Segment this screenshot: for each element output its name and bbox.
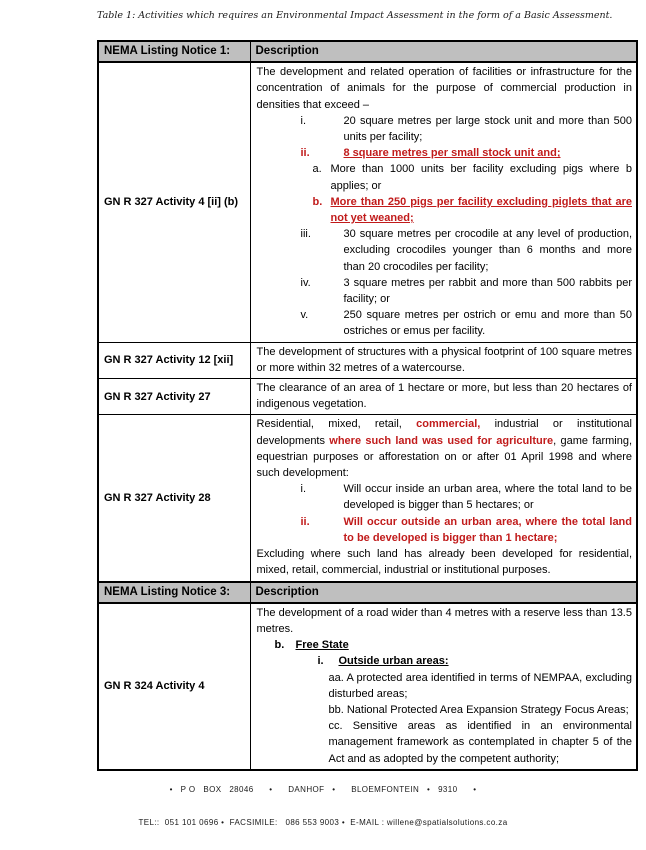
list-text: 20 square metres per large stock unit and more than 500 units per facility; bbox=[343, 114, 632, 144]
list-text: Will occur inside an urban area, where the total land to be developed is bigger than 5 hectares; or bbox=[343, 483, 632, 512]
list-item-v bbox=[257, 307, 633, 339]
description-paragraph: The development of a road wider than 4 metres with a reserve less than 13.5 metres. bbox=[256, 606, 632, 635]
list-text: 8 square metres per small stock unit and; bbox=[343, 147, 561, 160]
description-paragraph: Excluding where such land has already been developed for residential, mixed, retail, commercial, industrial or institutional purposes. bbox=[256, 548, 632, 577]
table-row-activity4 bbox=[98, 62, 637, 342]
header-cell-notice3: NEMA Listing Notice 3: bbox=[98, 582, 250, 603]
activity12-description bbox=[250, 342, 637, 378]
list-item-iii bbox=[257, 226, 633, 275]
highlighted-text: where such land was used for agriculture bbox=[329, 434, 554, 447]
activity27-label: GN R 327 Activity 27 bbox=[98, 379, 250, 415]
footer-contact-line: TEL:: 051 101 0696 • FACSIMILE: 086 553 9003 • E-MAIL : willene@spatialsolutions.co.za bbox=[138, 818, 508, 827]
gnr324-activity4-description bbox=[250, 603, 637, 770]
list-text: 3 square metres per rabbit and more than 500 rabbits per facility; or bbox=[343, 276, 632, 306]
list-number: i. bbox=[300, 483, 306, 496]
header-cell-notice1: NEMA Listing Notice 1: bbox=[98, 41, 250, 62]
list-item-i bbox=[257, 481, 633, 513]
page-footer bbox=[0, 762, 646, 850]
list-item-b bbox=[257, 194, 633, 226]
list-number: i. bbox=[317, 655, 324, 668]
list-text: Outside urban areas: bbox=[338, 655, 449, 668]
header-cell-description1: Description bbox=[250, 41, 637, 62]
table-caption: Table 1: Activities which requires an Environmental Impact Assessment in the form of a Basic Assessment. bbox=[97, 10, 613, 21]
list-number: i. bbox=[300, 114, 306, 127]
activity27-description bbox=[250, 379, 637, 415]
header-row-notice3 bbox=[98, 582, 637, 603]
activity12-label: GN R 327 Activity 12 [xii] bbox=[98, 342, 250, 378]
header-cell-description3: Description bbox=[250, 582, 637, 603]
text-segment: industrial or institutional developments bbox=[256, 418, 632, 447]
activity4-label: GN R 327 Activity 4 [ii] (b) bbox=[98, 62, 250, 342]
list-number: iii. bbox=[300, 228, 311, 241]
list-item-ii bbox=[257, 514, 633, 546]
list-text: More than 250 pigs per facility excluding piglets that are not yet weaned; bbox=[330, 195, 632, 225]
activity4-description bbox=[250, 62, 637, 342]
description-paragraph: The development and related operation of facilities or infrastructure for the concentration of animals for the purpose of commercial production in densities that exceed – bbox=[256, 66, 632, 111]
list-number: ii. bbox=[300, 515, 310, 528]
highlighted-text: commercial, bbox=[416, 418, 481, 431]
activity28-description bbox=[250, 415, 637, 582]
list-item-b bbox=[257, 637, 633, 653]
list-text: 30 square metres per crocodile at any level of production, excluding crocodiles younger than 6 months and more than 20 crocodiles per facility; bbox=[343, 228, 632, 273]
table-row-activity4-gnr324 bbox=[98, 603, 637, 770]
list-item-i bbox=[257, 653, 633, 669]
list-text: Free State bbox=[295, 639, 349, 652]
table-row-activity28 bbox=[98, 415, 637, 582]
list-number: v. bbox=[300, 309, 309, 322]
header-row-notice1 bbox=[98, 41, 637, 62]
list-item-ii bbox=[257, 145, 633, 161]
text-segment: Residential, mixed, retail, bbox=[256, 418, 417, 431]
list-item-iv bbox=[257, 275, 633, 307]
list-number: a. bbox=[312, 163, 322, 176]
sub-item-aa: aa. A protected area identified in terms of NEMPAA, excluding disturbed areas; bbox=[328, 671, 632, 700]
description-paragraph: The clearance of an area of 1 hectare or more, but less than 20 hectares of indigenous vegetation. bbox=[256, 382, 632, 411]
list-text: More than 1000 units ber facility excluding pigs where b applies; or bbox=[330, 163, 632, 192]
list-item-i bbox=[257, 113, 633, 145]
gnr324-activity4-label: GN R 324 Activity 4 bbox=[98, 603, 250, 770]
sub-item-bb: bb. National Protected Area Expansion Strategy Focus Areas; bbox=[328, 703, 629, 716]
description-paragraph bbox=[257, 416, 633, 481]
list-number: iv. bbox=[300, 276, 311, 289]
list-number: b. bbox=[274, 639, 285, 652]
sub-item-cc: cc. Sensitive areas as identified in an environmental management framework as contemplated in chapter 5 of the Act and as adopted by the competent authority; bbox=[328, 720, 632, 765]
text-segment: , game farming, equestrian purposes or afforestation on or after 01 April 1998 and where such development: bbox=[256, 434, 633, 480]
activity28-label: GN R 327 Activity 28 bbox=[98, 415, 250, 582]
list-text: Will occur outside an urban area, where the total land to be developed is bigger than 1 hectare; bbox=[343, 515, 632, 544]
list-text: 250 square metres per ostrich or emu and more than 50 ostriches or emus per facility. bbox=[343, 309, 632, 338]
table-row-activity27 bbox=[98, 379, 637, 415]
activities-table bbox=[97, 40, 638, 771]
description-paragraph: The development of structures with a physical footprint of 100 square metres or more within 32 metres of a watercourse. bbox=[256, 345, 632, 374]
footer-address-line: • P O BOX 28046 • DANHOF • BLOEMFONTEIN • 9310 • bbox=[169, 785, 477, 794]
list-number: ii. bbox=[300, 147, 310, 160]
table-row-activity12 bbox=[98, 342, 637, 378]
list-item-a bbox=[257, 161, 633, 193]
list-number: b. bbox=[312, 195, 323, 208]
